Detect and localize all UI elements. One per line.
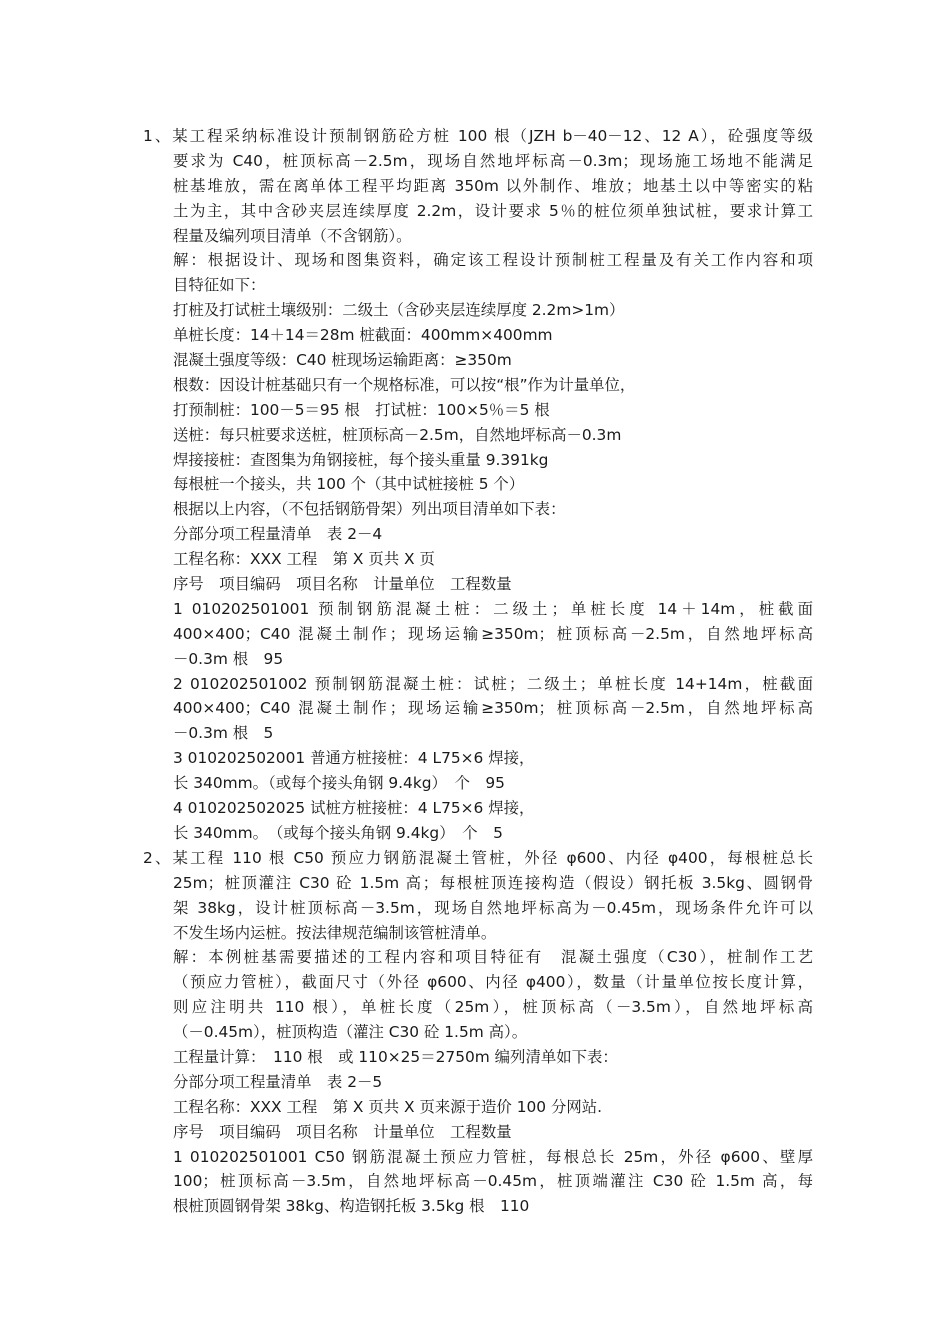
text-line: 程量及编列项目清单（不含钢筋）。 bbox=[173, 226, 412, 245]
text-line: 序号 项目编码 项目名称 计量单位 工程数量 bbox=[173, 575, 512, 594]
text-line: 不发生场内运桩。按法律规范编制该管桩清单。 bbox=[173, 923, 497, 942]
text-line: 工程量计算： 110 根 或 110×25＝2750m 编列清单如下表： bbox=[173, 1047, 618, 1066]
question-heading-line: 1、某工程采纳标准设计预制钢筋砼方桩 100 根（JZH b－40－12、12 A），砼强度等级 bbox=[143, 127, 813, 145]
text-line: 每根桩一个接头，共 100 个（其中试桩接桩 5 个） bbox=[173, 475, 525, 494]
text-line: 单桩长度：14＋14＝28m 桩截面：400mm×400mm bbox=[173, 326, 553, 345]
text-line: 混凝土强度等级：C40 桩现场运输距离：≥350m bbox=[173, 351, 512, 370]
text-line: 工程名称：XXX 工程 第 X 页共 X 页来源于造价 100 分网站. bbox=[173, 1097, 603, 1116]
text-line: 根据以上内容，（不包括钢筋骨架）列出项目清单如下表： bbox=[173, 500, 566, 519]
text-line: 桩基堆放，需在离单体工程平均距离 350m 以外制作、堆放；地基土以中等密实的粘 bbox=[173, 176, 813, 195]
text-line: 打桩及打试桩土壤级别：二级土（含砂夹层连续厚度 2.2m>1m） bbox=[173, 301, 625, 320]
text-line: 1 010202501001 C50 钢筋混凝土预应力管桩，每根总长 25m，外径 φ600、壁厚 bbox=[173, 1147, 813, 1166]
text-line: 分部分项工程量清单 表 2－4 bbox=[173, 525, 383, 544]
text-line: 目特征如下： bbox=[173, 276, 266, 295]
text-line: 序号 项目编码 项目名称 计量单位 工程数量 bbox=[173, 1122, 512, 1141]
text-line: （预应力管桩），截面尺寸（外径 φ600、内径 φ400），数量（计量单位按长度计算， bbox=[173, 973, 813, 992]
text-line: 打预制桩：100－5＝95 根 打试桩：100×5％＝5 根 bbox=[173, 400, 550, 419]
text-line: 架 38kg，设计桩顶标高－3.5m，现场自然地坪标高为－0.45m，现场条件允许可以 bbox=[173, 898, 813, 917]
text-line: 长 340mm。 （或每个接头角钢 9.4kg） 个 5 bbox=[173, 823, 503, 842]
text-line: 解：根据设计、现场和图集资料，确定该工程设计预制桩工程量及有关工作内容和项 bbox=[173, 251, 813, 270]
text-line: 100；桩顶标高－3.5m，自然地坪标高－0.45m，桩顶端灌注 C30 砼 1.5m 高，每 bbox=[173, 1172, 813, 1191]
text-line: 400×400；C40 混凝土制作；现场运输≥350m；桩顶标高－2.5m，自然地坪标高 bbox=[173, 624, 813, 643]
text-line: 分部分项工程量清单 表 2－5 bbox=[173, 1072, 383, 1091]
text-line: 长 340mm。（或每个接头角钢 9.4kg） 个 95 bbox=[173, 774, 505, 793]
text-line: 根桩顶圆钢骨架 38kg、构造钢托板 3.5kg 根 110 bbox=[173, 1197, 530, 1216]
text-line: 2 010202501002 预制钢筋混凝土桩：试桩；二级土；单桩长度 14+14m，桩截面 bbox=[173, 674, 813, 693]
text-line: 400×400；C40 混凝土制作；现场运输≥350m；桩顶标高－2.5m，自然地坪标高 bbox=[173, 699, 813, 718]
document-body bbox=[0, 124, 950, 1219]
text-line: 1 010202501001 预制钢筋混凝土桩：二级土；单桩长度 14＋14m，桩截面 bbox=[173, 599, 813, 618]
question-heading-line: 2、某工程 110 根 C50 预应力钢筋混凝土管桩，外径 φ600、内径 φ400，每根桩总长 bbox=[143, 848, 813, 867]
text-line: 则应注明共 110 根），单桩长度（25m），桩顶标高（－3.5m），自然地坪标高 bbox=[173, 998, 813, 1017]
text-line: 3 010202502001 普通方桩接桩：4 L75×6 焊接， bbox=[173, 749, 535, 768]
text-line: 解：本例桩基需要描述的工程内容和项目特征有 混凝土强度（C30），桩制作工艺 bbox=[173, 948, 813, 967]
text-line: 工程名称：XXX 工程 第 X 页共 X 页 bbox=[173, 550, 435, 569]
text-line: （－0.45m），桩顶构造（灌注 C30 砼 1.5m 高）。 bbox=[173, 1023, 528, 1042]
text-line: 要求为 C40，桩顶标高－2.5m，现场自然地坪标高－0.3m；现场施工场地不能满足 bbox=[173, 151, 813, 170]
text-line: 送桩：每只桩要求送桩，桩顶标高－2.5m，自然地坪标高－0.3m bbox=[173, 425, 622, 444]
text-line: 焊接接桩：查图集为角钢接桩，每个接头重量 9.391kg bbox=[173, 450, 549, 469]
text-line: 根数：因设计桩基础只有一个规格标准，可以按“根”作为计量单位， bbox=[173, 375, 636, 394]
text-line: －0.3m 根 95 bbox=[173, 649, 284, 668]
text-line: 25m；桩顶灌注 C30 砼 1.5m 高；每根桩顶连接构造（假设）钢托板 3.5kg、圆钢骨 bbox=[173, 873, 813, 892]
text-line: 4 010202502025 试桩方桩接桩：4 L75×6 焊接， bbox=[173, 799, 535, 818]
text-line: 土为主，其中含砂夹层连续厚度 2.2m，设计要求 5％的桩位须单独试桩，要求计算工 bbox=[173, 201, 813, 220]
text-line: －0.3m 根 5 bbox=[173, 724, 274, 743]
